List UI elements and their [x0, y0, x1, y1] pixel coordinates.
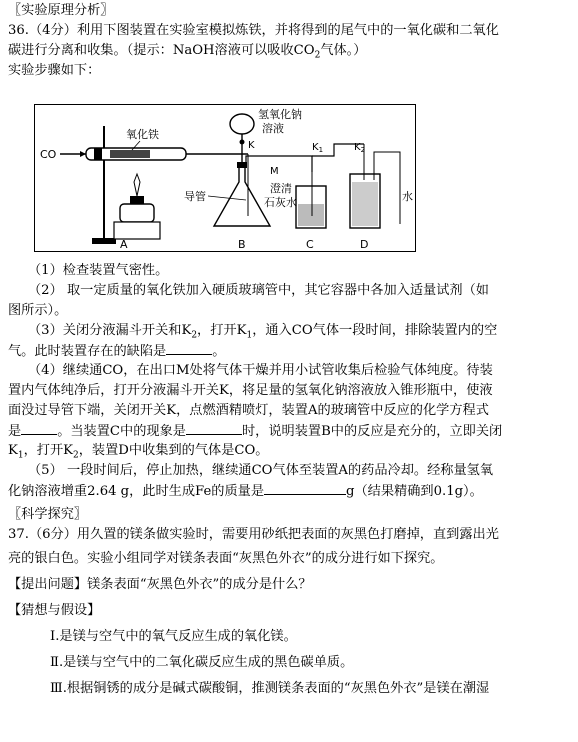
- q36-line-2-text: 碳进行分离和收集。（提示：NaOH溶液可以吸收CO: [8, 43, 315, 58]
- hypothesis-1: Ⅰ.是镁与空气中的氧气反应生成的氧化镁。: [50, 629, 297, 644]
- step-3-line-2: [8, 342, 572, 361]
- iron-oxide-sample: [110, 150, 150, 158]
- k2-letter: K: [354, 142, 361, 153]
- naoh-label-2: 溶液: [262, 122, 284, 135]
- answer-blank-defect[interactable]: [166, 342, 212, 355]
- answer-blank-equation[interactable]: [21, 422, 57, 435]
- stopcock-k: [240, 140, 245, 145]
- step-4-line-4: [8, 422, 572, 441]
- step-5-text-b: g（结果精确到0.1g）。: [346, 484, 483, 499]
- hypothesis-2: Ⅱ.是镁与空气中的二氧化碳反应生成的黑色碳单质。: [50, 655, 354, 670]
- step-4-line-2: 置内气体纯净后，打开分液漏斗开关K，将足量的氢氧化钠溶液放入锥形瓶中，使液: [8, 383, 493, 398]
- step-4-text-b: 。当装置C中的现象是: [57, 424, 186, 439]
- limewater-label-2: 石灰水: [264, 196, 297, 209]
- label-c: C: [306, 238, 314, 251]
- k1-letter: K: [312, 142, 319, 153]
- section-heading-inquiry: 〖科学探究〗: [8, 507, 88, 522]
- hypothesis-3: Ⅲ.根据铜锈的成分是碱式碳酸铜，推测镁条表面的“灰黑色外衣”是镁在潮湿: [50, 681, 490, 696]
- guide-tube-label: 导管: [184, 190, 206, 203]
- q36-steps-intro: 实验步骤如下：: [8, 63, 101, 78]
- step-5-text-a: 化钠溶液增重2.64 g，此时生成Fe的质量是: [8, 484, 265, 499]
- step-4-line-1: （4）继续通CO，在出口M处将气体干燥并用小试管收集后检验气体纯度。待装: [28, 363, 493, 378]
- step-4-text-c: 时，说明装置B中的反应是充分的，立即关闭: [241, 424, 503, 439]
- step-3-text-b: ，打开K: [197, 323, 247, 338]
- apparatus-diagram: [34, 104, 416, 252]
- hypothesis-heading: 【猜想与假设】: [8, 603, 101, 618]
- k1-subscript: 1: [246, 330, 253, 341]
- step-4-text-d: ，打开K: [23, 443, 74, 458]
- naoh-label-1: 氢氧化钠: [258, 108, 302, 121]
- q36-line-1: 36.（4分）利用下图装置在实验室模拟炼铁，并将得到的尾气中的一氧化碳和二氧化: [8, 23, 499, 38]
- m-label: M: [270, 166, 279, 177]
- q36-line-2-tail: 气体。）: [320, 43, 367, 58]
- label-d: D: [360, 238, 369, 251]
- step-3-question: 气。此时装置存在的缺陷是: [8, 344, 167, 359]
- k2-subscript: 2: [191, 330, 198, 341]
- answer-blank-phenomenon[interactable]: [186, 422, 242, 435]
- flame-icon: [134, 174, 140, 196]
- step-2-line-2: 图所示）。: [8, 303, 68, 318]
- step-4-line-5: [8, 442, 572, 460]
- iron-oxide-label: 氧化铁: [126, 128, 159, 141]
- step-5-line-1: （5） 一段时间后，停止加热，继续通CO气体至装置A的药品冷却。经称量氢氧: [28, 463, 494, 478]
- burner-neck: [130, 196, 144, 204]
- step-4-line-3: 面没过导管下端，关闭开关K，点燃酒精喷灯，装置A的玻璃管中反应的化学方程式: [8, 403, 489, 418]
- limewater-label-1: 澄清: [270, 182, 292, 195]
- tube-clamp: [94, 148, 102, 160]
- alcohol-burner: [120, 204, 154, 222]
- q36-line-2: [8, 42, 572, 60]
- q37-line-1: 37.（6分）用久置的镁条做实验时，需要用砂纸把表面的灰黑色打磨掉，直到露出光: [8, 527, 499, 542]
- step-4-k1-sub: 1: [17, 450, 24, 461]
- co-inlet-label: CO: [40, 148, 57, 161]
- water-label: 水: [402, 190, 413, 203]
- water-fill: [352, 182, 378, 226]
- separatory-funnel: [230, 114, 254, 134]
- q37-line-2: 亮的银白色。实验小组同学对镁条表面“灰黑色外衣”的成分进行如下探究。: [8, 551, 444, 566]
- label-b: B: [238, 238, 246, 251]
- k1-label: [312, 142, 323, 154]
- question-heading: 【提出问题】镁条表面“灰黑色外衣”的成分是什么？: [8, 577, 312, 592]
- label-a: A: [120, 238, 128, 251]
- arrow-head: [80, 151, 86, 157]
- co2-subscript: 2: [314, 50, 321, 61]
- step-4-k2-sub: 2: [73, 450, 79, 461]
- step-4-text-e: ，装置D中收集到的气体是CO。: [78, 443, 269, 458]
- answer-blank-fe-mass[interactable]: [264, 482, 346, 495]
- stand-base: [92, 238, 116, 244]
- step-2-line-1: （2） 取一定质量的氧化铁加入硬质玻璃管中，其它容器中各加入适量试剂（如: [28, 283, 489, 298]
- step-3-text-c: ，通入CO气体一段时间，排除装置内的空: [252, 323, 498, 338]
- burner-stand: [114, 222, 160, 239]
- step-4-k1: K: [8, 443, 18, 458]
- step-3-text-a: （3）关闭分液漏斗开关和K: [28, 323, 192, 338]
- section-heading-principle: 〖实验原理分析〗: [8, 3, 114, 18]
- step-5-line-2: [8, 482, 572, 501]
- k2-sub: 2: [360, 146, 366, 154]
- step-4-text-a: 是: [8, 424, 22, 439]
- conical-flask-b: [214, 166, 270, 226]
- k1-sub: 1: [318, 146, 324, 154]
- step-3-line-1: [28, 322, 572, 340]
- outlet-tube: [246, 156, 312, 172]
- step-3-period: 。: [212, 344, 226, 359]
- step-1: （1）检查装置气密性。: [28, 263, 169, 278]
- k-label: K: [248, 140, 255, 151]
- limewater-fill: [298, 204, 324, 226]
